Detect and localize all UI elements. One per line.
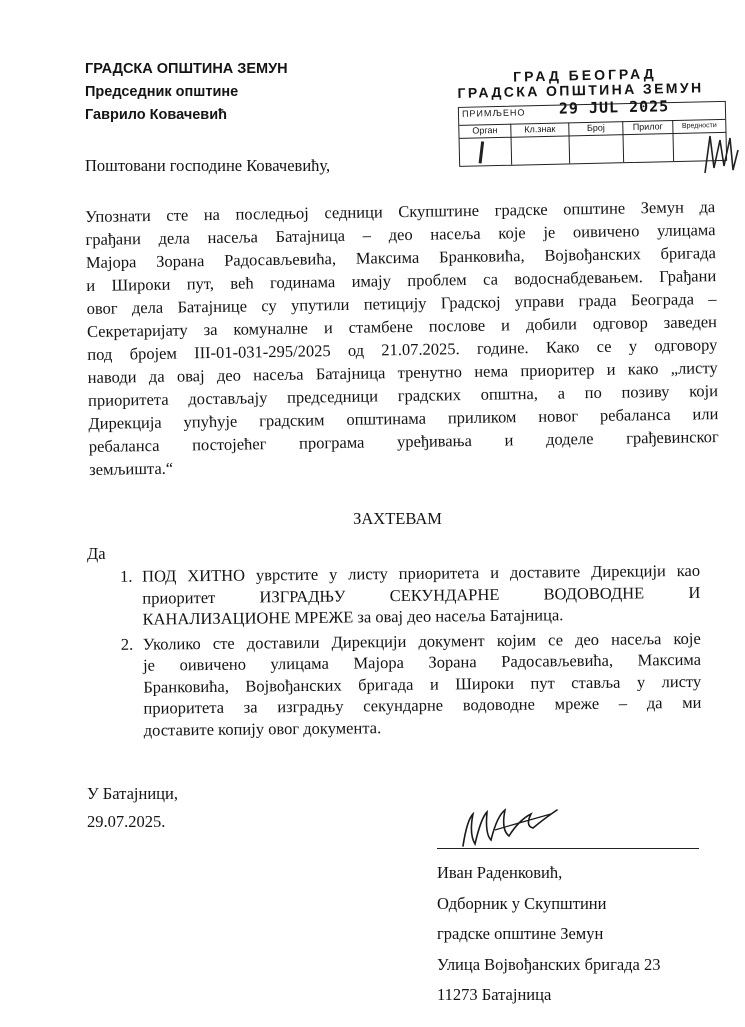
body-line: Секретаријату за комуналне и стамбене послове и добили одговор заведен <box>86 312 718 341</box>
recipient-organization: ГРАДСКА ОПШТИНА ЗЕМУН <box>85 61 288 77</box>
place: У Батајници, <box>87 784 178 803</box>
body-line: овог дела Батајнице су упутили петицију Градској управи града Београда – <box>86 289 717 318</box>
signature-line <box>437 848 699 849</box>
body-line: под бројем III-01-031-295/2025 од 21.07.2025. године. Како се у одговору <box>87 335 718 364</box>
stamp-columns <box>459 119 726 166</box>
stamp-column: Вредности <box>681 122 717 130</box>
list-item-line: доставите копију овог документа. <box>143 717 382 740</box>
reception-stamp <box>455 64 728 190</box>
body-line: Упознати сте на последњој седници Скупштине градске општине Земун да <box>85 197 716 226</box>
list-item-line: Бранковића, Војвођанских бригада и Широки пут ставља у листу <box>143 671 702 697</box>
date: 29.07.2025. <box>87 812 166 831</box>
demand-heading: ЗАХТЕВАМ <box>353 509 442 528</box>
body-line: и Широки пут, већ годинама имају проблем са водоснабдевањем. Грађани <box>86 266 717 295</box>
stamp-city: ГРАД БЕОГРАД <box>512 65 657 85</box>
list-item-line: ПОД ХИТНО уврстите у листу приоритета и доставите Дирекцији као <box>142 560 701 586</box>
stamp-column: Орган <box>459 124 512 166</box>
body-line: грађани дела насеља Батајница – део насеља које је оивичено улицама <box>85 220 716 249</box>
signer-street: Улица Војвођанских бригада 23 <box>437 954 661 974</box>
stamp-received-date: 29 JUL 2025 <box>558 97 670 118</box>
signer-city: 11273 Батајница <box>437 985 552 1004</box>
recipient-title: Председник општине <box>85 84 239 100</box>
body-line: Мајора Зорана Радосављевића, Максима Бранковића, Војвођанских бригада <box>85 243 716 272</box>
body-line: ребаланса постојећег програма уређивања и доделе грађевинског <box>88 427 719 456</box>
list-item <box>111 627 702 741</box>
body-line: наводи да овај део насеља Батајница тренутно нема приоритер и како „листу <box>87 358 718 387</box>
list-item-line: Уколико сте доставили Дирекцији документ којим се део насеља које <box>142 628 701 654</box>
recipient-block <box>85 58 288 127</box>
signer-role: Одборник у Скупштини <box>437 893 607 913</box>
stamp-grid <box>458 97 727 167</box>
list-item-number: 1. <box>120 566 133 586</box>
body-line: Дирекција упућује градским општинама приликом новог ребаланса или <box>88 404 719 433</box>
salutation: Поштовани господине Ковачевићу, <box>85 156 331 175</box>
stamp-column: Кл.знак <box>511 122 570 164</box>
stamp-municipality: ГРАДСКА ОПШТИНА ЗЕМУН <box>457 79 704 101</box>
body-line: земљишта.“ <box>89 458 174 479</box>
stamp-received-label: ПРИМЉЕНО <box>461 107 526 119</box>
recipient-name: Гаврило Ковачевић <box>85 107 227 123</box>
body-paragraph <box>85 195 719 481</box>
list-item-line: КАНАЛИЗАЦИОНЕ МРЕЖЕ за овај део насеља Батајница. <box>142 605 564 629</box>
signer-body: градске општине Земун <box>437 924 604 943</box>
signer-name: Иван Раденковић, <box>437 863 563 882</box>
demand-list <box>110 560 702 744</box>
list-item-line: приоритета за изградњу секундарне водоводне мреже – да ми <box>143 692 702 718</box>
list-item-line: приоритет ИЗГРАДЊУ СЕКУНДАРНЕ ВОДОВОДНЕ И <box>142 582 701 608</box>
signer-block <box>437 858 661 1011</box>
handwritten-initials-icon <box>700 128 740 178</box>
signature-icon <box>455 800 565 852</box>
demand-intro: Да <box>87 544 106 563</box>
list-item-number: 2. <box>120 634 134 654</box>
body-line: приоритета достављају председници градских општна, а по позиву који <box>87 381 719 410</box>
stamp-column: Прилог <box>623 120 674 162</box>
list-item <box>110 560 701 631</box>
list-item-line: је оивичено улицама Мајора Зорана Радосављевића, Максима <box>142 649 702 675</box>
stamp-column: Број <box>569 121 624 163</box>
